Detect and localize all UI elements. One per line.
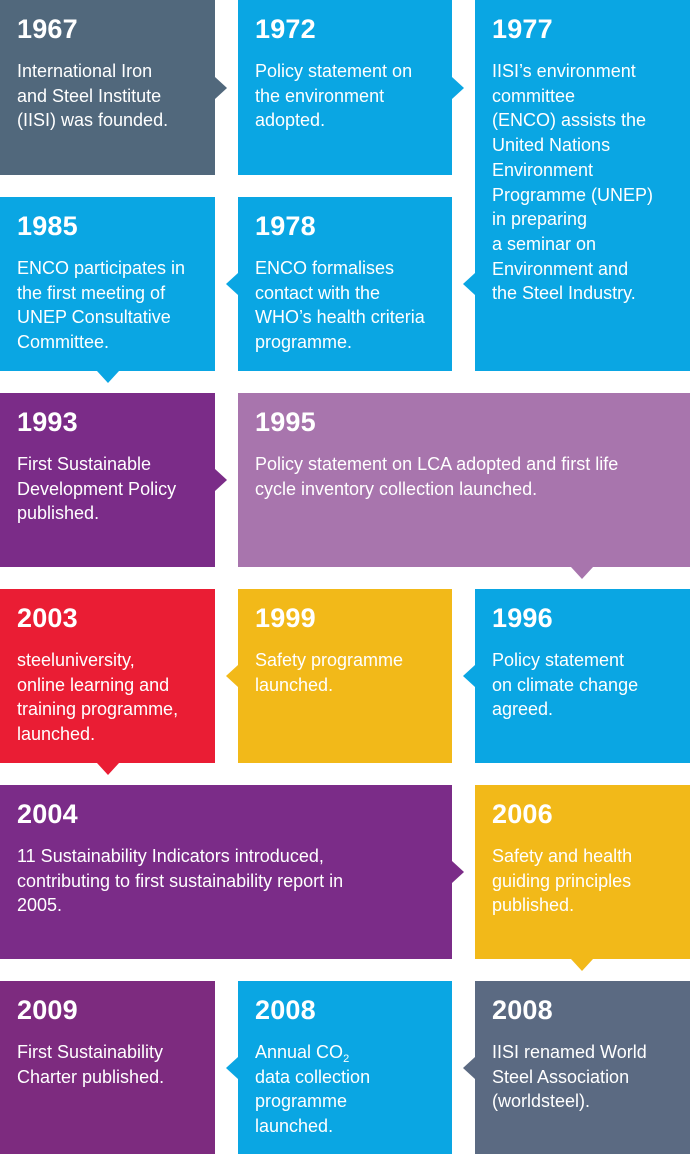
milestone-year: 1993 bbox=[17, 407, 78, 437]
milestone-text: 11 Sustainability Indicators introduced, contributing to first sustainability report in 2005. bbox=[17, 846, 344, 916]
milestone-text: ENCO participates in the first meeting of UNEP Consultative Committee. bbox=[17, 258, 186, 353]
arrow-left bbox=[226, 273, 238, 295]
milestone-1978 bbox=[238, 197, 452, 371]
milestone-year: 1999 bbox=[255, 603, 316, 633]
milestone-2008-worldsteel bbox=[475, 981, 690, 1154]
arrow-right bbox=[215, 469, 227, 491]
arrow-right bbox=[215, 77, 227, 99]
milestone-text bbox=[255, 1040, 436, 1139]
milestone-1995 bbox=[238, 393, 690, 567]
milestone-1999 bbox=[238, 589, 452, 763]
milestone-2004 bbox=[0, 785, 452, 959]
milestone-1972 bbox=[238, 0, 452, 175]
milestone-2008-co2 bbox=[238, 981, 452, 1154]
milestone-year: 1972 bbox=[255, 14, 316, 44]
milestone-year: 1996 bbox=[492, 603, 553, 633]
milestone-text: Policy statement on LCA adopted and first life cycle inventory collection launched. bbox=[255, 454, 619, 499]
milestone-year: 1995 bbox=[255, 407, 316, 437]
milestone-text: Safety programme launched. bbox=[255, 650, 404, 695]
milestone-2009 bbox=[0, 981, 215, 1154]
arrow-right bbox=[452, 77, 464, 99]
milestone-text: First Sustainability Charter published. bbox=[17, 1042, 165, 1087]
milestone-text: IISI’s environment committee (ENCO) assists the United Nations Environment Programme (UNEP) in preparing a seminar on Environment and the Steel Industry. bbox=[492, 61, 654, 304]
milestone-text: ENCO formalises contact with the WHO’s health criteria programme. bbox=[255, 258, 425, 353]
milestone-year: 2009 bbox=[17, 995, 78, 1025]
milestone-1967 bbox=[0, 0, 215, 175]
milestone-text: First Sustainable Development Policy published. bbox=[17, 454, 177, 524]
milestone-year: 1985 bbox=[17, 211, 78, 241]
milestone-year: 1967 bbox=[17, 14, 78, 44]
arrow-down bbox=[97, 763, 119, 775]
milestone-1985 bbox=[0, 197, 215, 371]
co2-text-before: Annual CO bbox=[255, 1042, 344, 1062]
arrow-left bbox=[463, 1057, 475, 1079]
milestone-year: 2008 bbox=[492, 995, 553, 1025]
arrow-down bbox=[571, 567, 593, 579]
milestone-text: steeluniversity, online learning and training programme, launched. bbox=[17, 650, 179, 745]
milestone-text: IISI renamed World Steel Association (worldsteel). bbox=[492, 1042, 647, 1112]
co2-text-after: data collection programme launched. bbox=[255, 1066, 371, 1137]
milestone-year: 1977 bbox=[492, 14, 553, 44]
arrow-down bbox=[571, 959, 593, 971]
milestone-2003 bbox=[0, 589, 215, 763]
milestone-1977 bbox=[475, 0, 690, 371]
milestone-text: Policy statement on climate change agreed. bbox=[492, 650, 639, 720]
arrow-left bbox=[226, 665, 238, 687]
milestone-year: 1978 bbox=[255, 211, 316, 241]
milestone-1996 bbox=[475, 589, 690, 763]
milestone-text: Safety and health guiding principles published. bbox=[492, 846, 633, 916]
co2-subscript: 2 bbox=[343, 1053, 350, 1065]
milestone-year: 2006 bbox=[492, 799, 553, 829]
arrow-left bbox=[463, 665, 475, 687]
arrow-left bbox=[226, 1057, 238, 1079]
milestone-year: 2003 bbox=[17, 603, 78, 633]
milestone-text: International Iron and Steel Institute (IISI) was founded. bbox=[17, 61, 169, 131]
arrow-right bbox=[452, 861, 464, 883]
arrow-left bbox=[463, 273, 475, 295]
milestone-text: Policy statement on the environment adopted. bbox=[255, 61, 413, 131]
milestone-year: 2004 bbox=[17, 799, 78, 829]
milestone-year: 2008 bbox=[255, 995, 316, 1025]
milestone-1993 bbox=[0, 393, 215, 567]
arrow-down bbox=[97, 371, 119, 383]
milestone-2006 bbox=[475, 785, 690, 959]
